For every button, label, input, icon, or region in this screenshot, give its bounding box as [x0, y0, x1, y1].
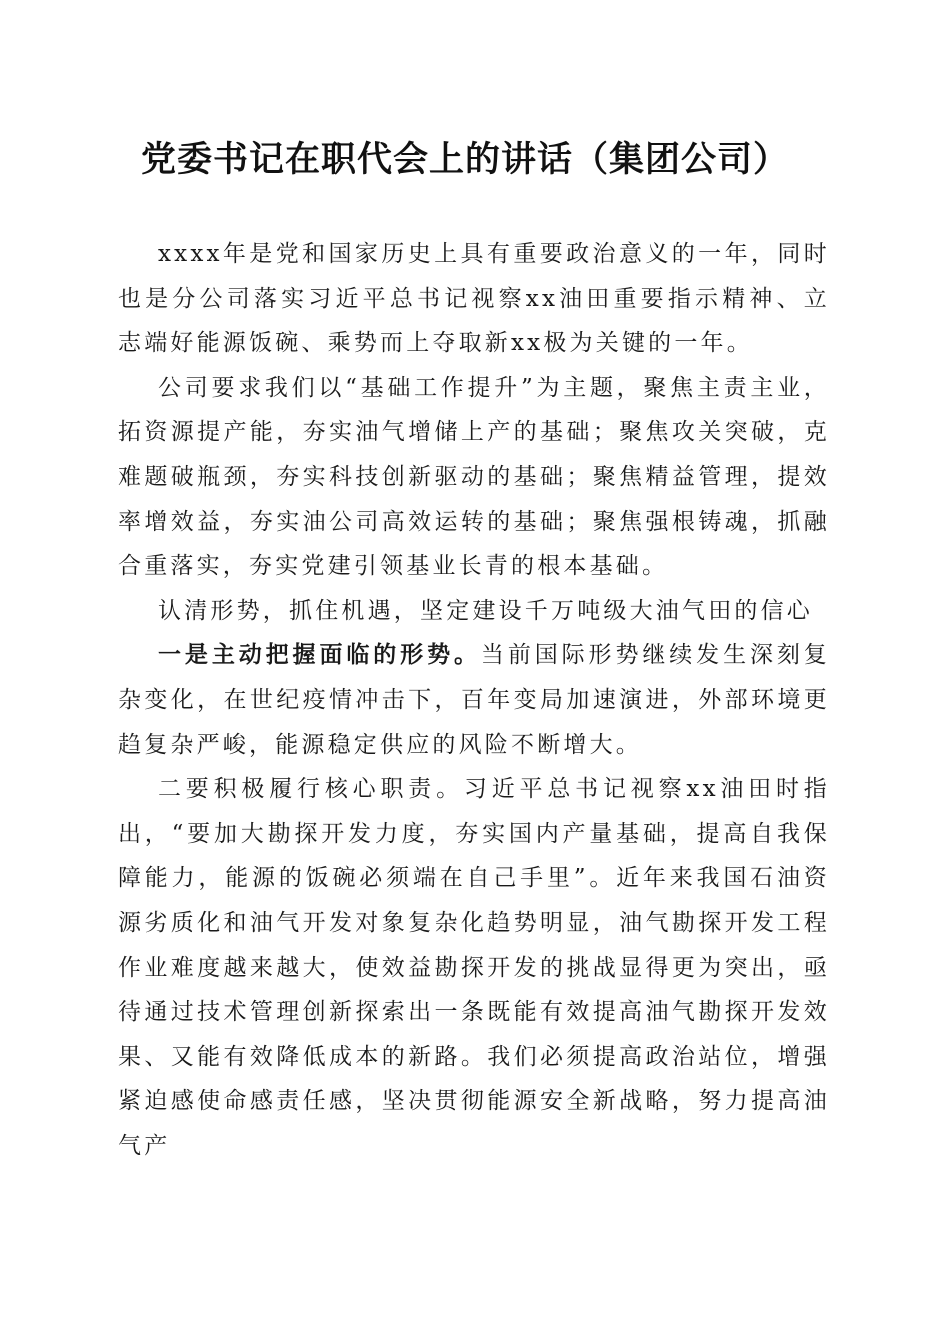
paragraph-2 [118, 366, 830, 589]
paragraph-2-text: 公司要求我们以“基础工作提升”为主题，聚焦主责主业，拓资源提产能，夯实油气增储上产的基础；聚焦攻关突破，克难题破瓶颈，夯实科技创新驱动的基础；聚焦精益管理，提效率增效益，夯实油公司高效运转的基础；聚焦强根铸魂，抓融合重落实，夯实党建引领基业长青的根本基础。 [118, 374, 830, 580]
paragraph-4 [118, 633, 830, 767]
paragraph-1 [118, 232, 830, 366]
document-body [118, 232, 830, 1168]
paragraph-5-text: 二要积极履行核心职责。习近平总书记视察xx油田时指出，“要加大勘探开发力度，夯实国内产量基础，提高自我保障能力，能源的饭碗必须端在自己手里”。近年来我国石油资源劣质化和油气开发对象复杂化趋势明显，油气勘探开发工程作业难度越来越大，使效益勘探开发的挑战显得更为突出，亟待通过技术管理创新探索出一条既能有效提高油气勘探开发效果、又能有效降低成本的新路。我们必须提高政治站位，增强紧迫感使命感责任感，坚决贯彻能源安全新战略，努力提高油气产 [118, 776, 830, 1159]
paragraph-1-text: xxxx年是党和国家历史上具有重要政治意义的一年，同时也是分公司落实习近平总书记视察xx油田重要指示精神、立志端好能源饭碗、乘势而上夺取新xx极为关键的一年。 [118, 241, 830, 357]
paragraph-5 [118, 767, 830, 1168]
paragraph-4-text: 当前国际形势继续发生深刻复杂变化，在世纪疫情冲击下，百年变局加速演进，外部环境更趋复杂严峻，能源稳定供应的风险不断增大。 [118, 642, 830, 758]
document-title: 党委书记在职代会上的讲话（集团公司） [140, 139, 789, 180]
section-heading-text: 认清形势，抓住机遇，坚定建设千万吨级大油气田的信心 [158, 597, 813, 624]
paragraph-4-lead: 一是主动把握面临的形势。 [158, 641, 481, 669]
section-heading [118, 589, 830, 634]
